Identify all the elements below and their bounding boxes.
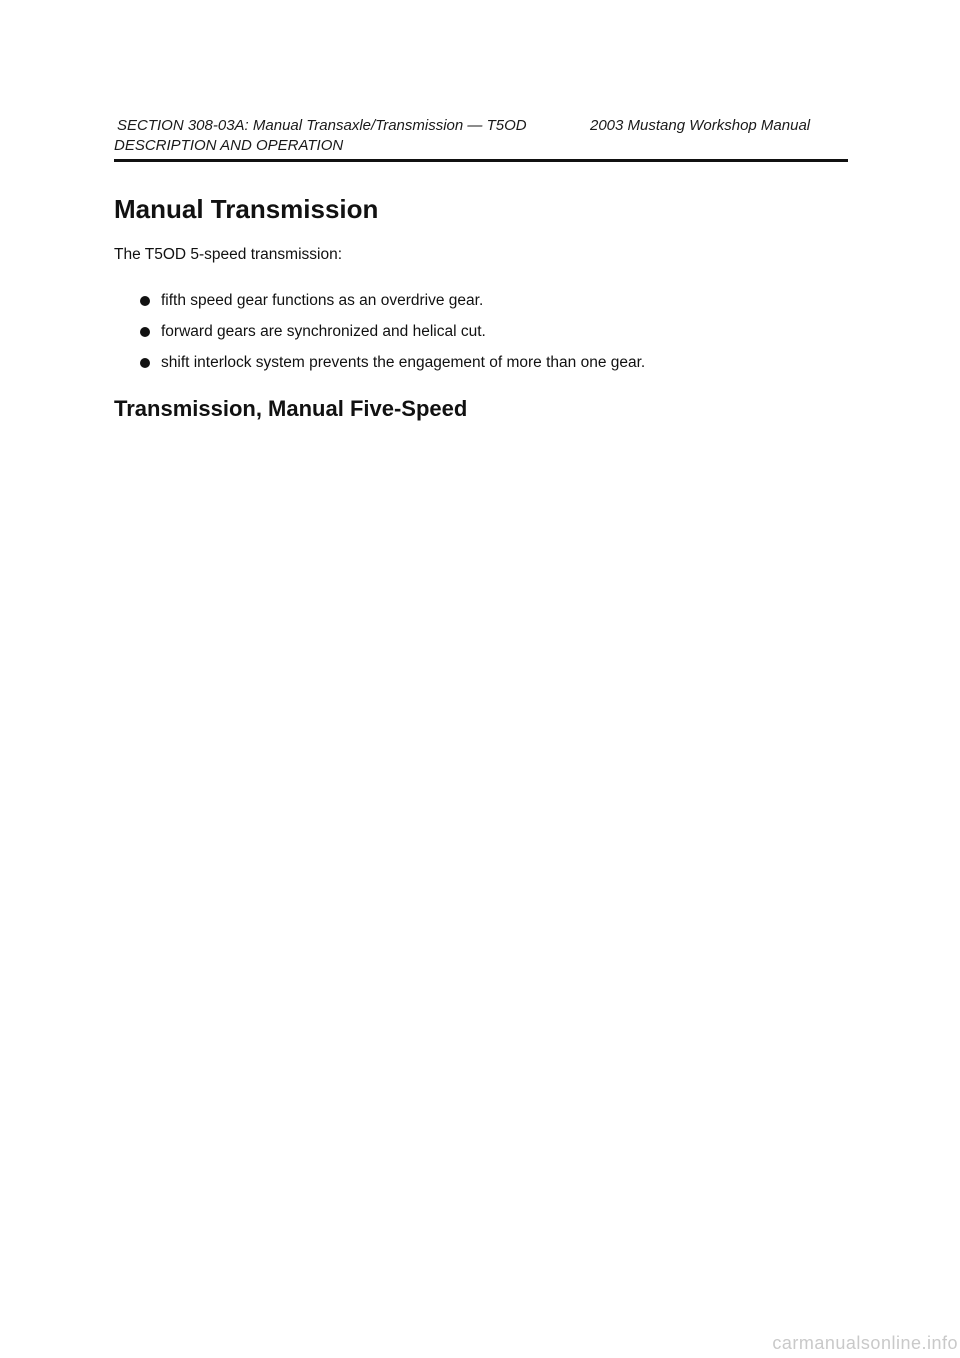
list-item-text: shift interlock system prevents the engagement of more than one gear. (161, 354, 646, 371)
site-watermark: carmanualsonline.info (772, 1333, 958, 1353)
intro-paragraph: The T5OD 5-speed transmission: (114, 246, 343, 263)
header-divider (114, 159, 848, 162)
list-item-text: fifth speed gear functions as an overdrive gear. (161, 292, 484, 309)
bullet-icon (140, 327, 150, 337)
page-title: Manual Transmission (114, 194, 379, 224)
header-manual-title: 2003 Mustang Workshop Manual (590, 117, 811, 134)
section-subtitle: Transmission, Manual Five-Speed (114, 396, 468, 421)
bullet-icon (140, 296, 150, 306)
header-section-title: SECTION 308-03A: Manual Transaxle/Transmission — T5OD (117, 117, 527, 134)
page-header (114, 116, 848, 154)
list-item-text: forward gears are synchronized and helical cut. (161, 323, 486, 340)
bullet-icon (140, 358, 150, 368)
header-subsection: DESCRIPTION AND OPERATION (114, 137, 344, 154)
